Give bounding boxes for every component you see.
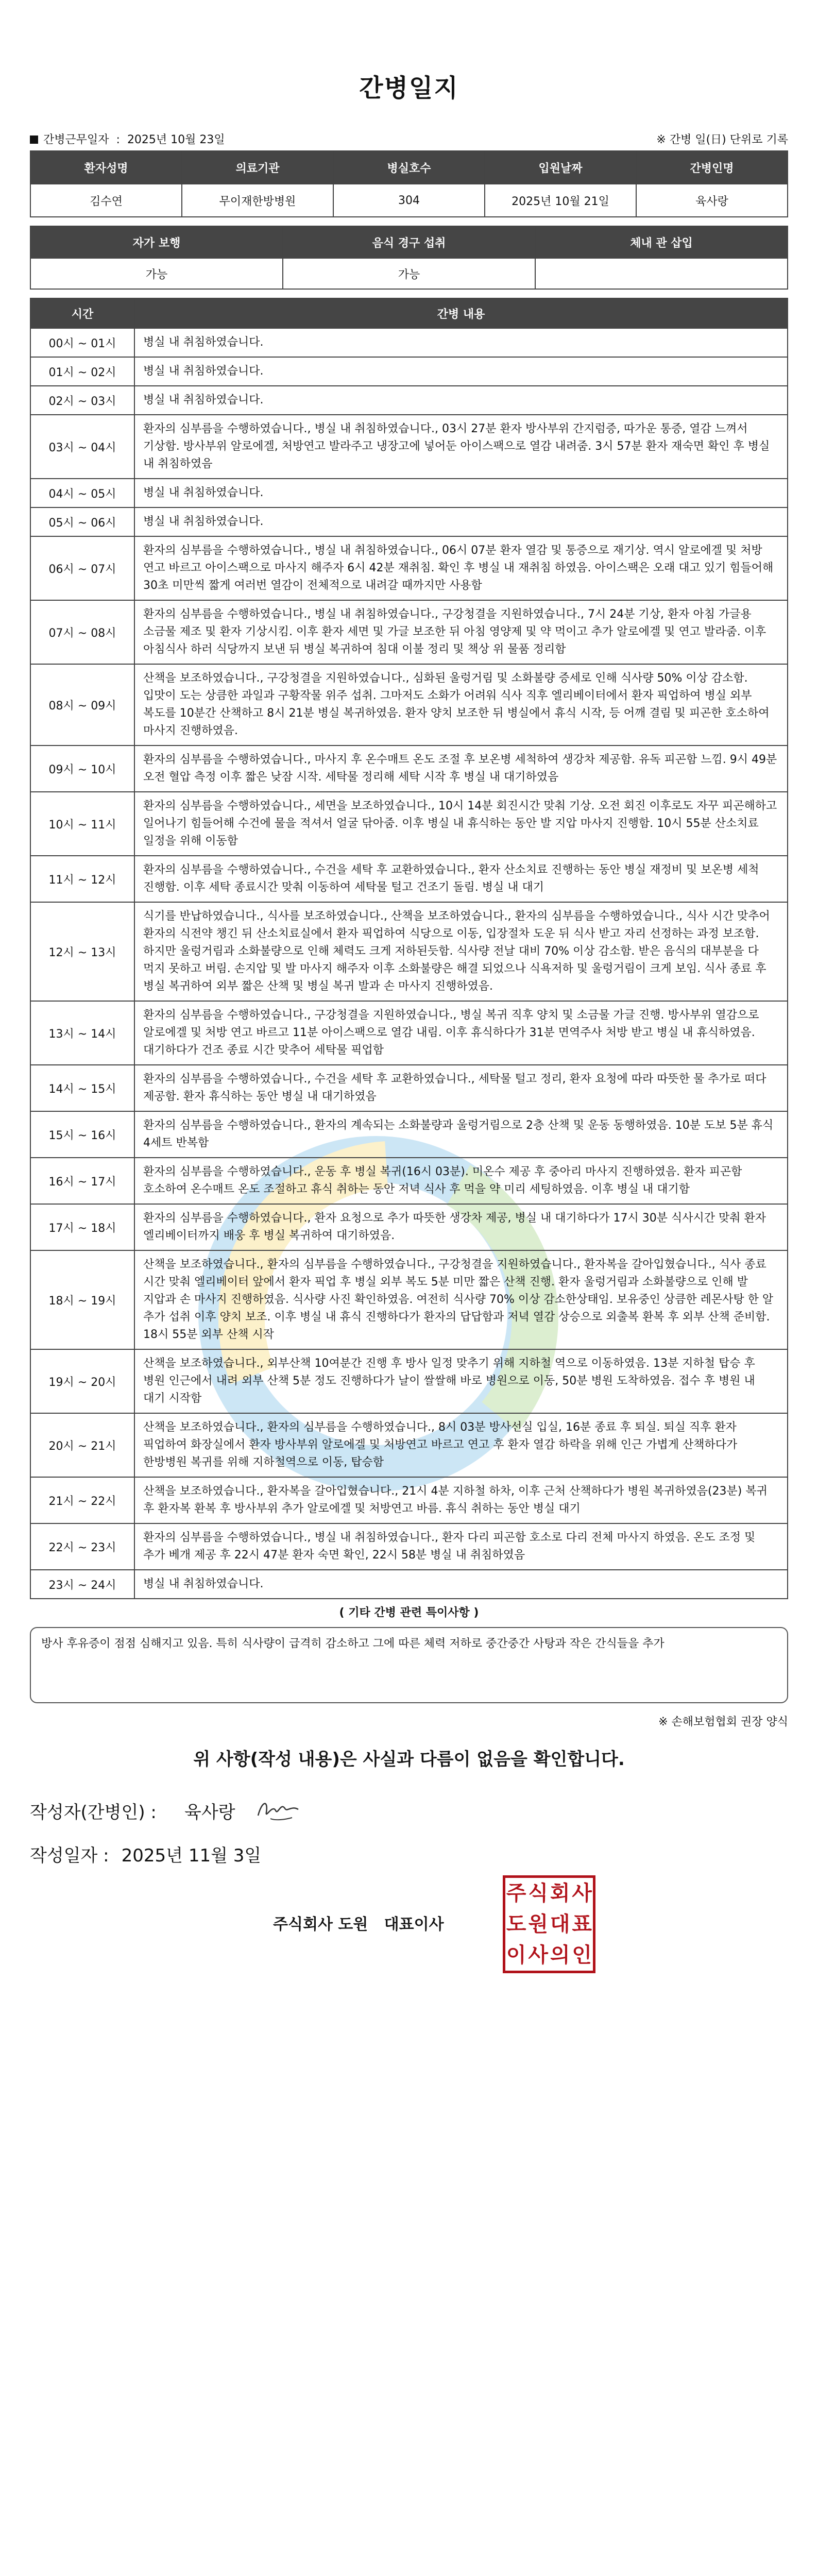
log-time: 17시 ~ 18시 — [30, 1204, 134, 1250]
log-content: 환자의 심부름을 수행하였습니다., 세면을 보조하였습니다., 10시 14분 회진시간 맞춰 기상. 오전 회진 이후로도 자꾸 피곤해하고 일어나기 힘들어해 수건에 물을 적셔서 얼굴 닦아줌. 이후 병실 내 휴식하는 동안 발 지압 마사지 진행함. 10시 55분 산소치료 일정을 위해 이동함 — [134, 792, 788, 856]
header-care-content: 간병 내용 — [134, 298, 788, 328]
log-row — [30, 1413, 788, 1477]
seal-char: 주 — [506, 1881, 526, 1905]
log-row — [30, 536, 788, 600]
log-row — [30, 386, 788, 415]
header-tube-insertion: 체내 관 삽입 — [535, 226, 788, 258]
log-time: 06시 ~ 07시 — [30, 536, 134, 600]
log-content: 환자의 심부름을 수행하였습니다., 운동 후 병실 복귀(16시 03분). 미온수 제공 후 중아리 마사지 진행하였음. 환자 피곤함 호소하여 온수매트 온도 조절하고 휴식 취하는 동안 저녁 식사 후 먹을 약 미리 세팅하였음. 이후 병실 내 대기함 — [134, 1158, 788, 1204]
log-content: 환자의 심부름을 수행하였습니다., 수건을 세탁 후 교환하였습니다., 세탁물 털고 정리, 환자 요청에 따라 따뜻한 물 추가로 떠다 제공함. 환자 휴식하는 동안 병실 내 대기하였음 — [134, 1065, 788, 1111]
log-row — [30, 1204, 788, 1250]
log-row — [30, 1001, 788, 1065]
company-block — [30, 1881, 788, 1989]
log-time: 18시 ~ 19시 — [30, 1250, 134, 1349]
log-row — [30, 792, 788, 856]
log-time: 15시 ~ 16시 — [30, 1111, 134, 1158]
log-row — [30, 1065, 788, 1111]
log-row — [30, 600, 788, 664]
company-name: 주식회사 도원 대표이사 — [273, 1916, 444, 1934]
log-row — [30, 1477, 788, 1523]
log-content: 산책을 보조하였습니다., 환자의 심부름을 수행하였습니다., 8시 03분 방사선실 입실, 16분 종료 후 퇴실. 퇴실 직후 환자 픽업하여 화장실에서 환자 방사부위 알로에겔 및 처방연고 바르고 연고 후 환자 열감 하락을 위해 인근 가볍게 산책하다가 한방병원 복귀를 위해 지하철역으로 이동, 탑승함 — [134, 1413, 788, 1477]
tube-insertion-value — [535, 258, 788, 289]
log-row — [30, 856, 788, 902]
log-time: 07시 ~ 08시 — [30, 600, 134, 664]
form-source-note: ※ 손해보험협회 권장 양식 — [658, 1716, 788, 1728]
care-log-table — [30, 298, 788, 1599]
record-unit-note: ※ 간병 일(日) 단위로 기록 — [656, 133, 788, 146]
confirmation-statement: 위 사항(작성 내용)은 사실과 다름이 없음을 확인합니다. — [193, 1749, 625, 1770]
log-row — [30, 1570, 788, 1599]
written-date-line — [30, 1832, 788, 1875]
log-content: 산책을 보조하였습니다., 구강청결을 지원하였습니다., 심화된 울렁거림 및 소화불량 증세로 인해 식사량 50% 이상 감소함. 입맛이 도는 상큼한 과일과 구황작물 위주 섭취. 그마저도 소화가 어려워 식사 직후 엘리베이터에서 환자 픽업하여 병실 외부 복도를 10분간 산책하고 8시 21분 병실 복귀하였음. 환자 양치 보조한 뒤 병실에서 휴식 시작, 등 어깨 결림 및 피곤한 호소하여 마사지 진행하였음. — [134, 664, 788, 745]
work-date-value: 2025년 10월 23일 — [127, 133, 225, 146]
log-time: 16시 ~ 17시 — [30, 1158, 134, 1204]
log-content: 병실 내 취침하였습니다. — [134, 328, 788, 357]
log-content: 환자의 심부름을 수행하였습니다., 수건을 세탁 후 교환하였습니다., 환자 산소치료 진행하는 동안 병실 재정비 및 보온병 세척 진행함. 이후 세탁 종료시간 맞춰 이동하여 세탁물 털고 건조기 돌림. 병실 내 대기 — [134, 856, 788, 902]
log-row — [30, 902, 788, 1001]
work-date — [30, 131, 225, 147]
log-row — [30, 507, 788, 536]
work-date-separator: : — [116, 133, 120, 146]
log-time: 00시 ~ 01시 — [30, 328, 134, 357]
log-time: 20시 ~ 21시 — [30, 1413, 134, 1477]
notes-box: 방사 후유증이 점점 심해지고 있음. 특히 식사량이 급격히 감소하고 그에 따른 체력 저하로 중간중간 사탕과 작은 간식들을 추가 — [30, 1627, 788, 1703]
company-seal — [503, 1875, 595, 1973]
patient-info-table — [30, 150, 788, 217]
hospital-name: 무이재한방병원 — [182, 184, 333, 217]
log-content: 병실 내 취침하였습니다. — [134, 357, 788, 386]
header-caregiver: 간병인명 — [636, 151, 788, 184]
author-line — [30, 1789, 788, 1832]
log-content: 환자의 심부름을 수행하였습니다., 병실 내 취침하였습니다., 구강청결을 지원하였습니다., 7시 24분 기상, 환자 아침 가글용 소금물 제조 및 환자 기상시킴. 이후 환자 세면 및 가글 보조한 뒤 아침 영양제 및 약 먹이고 추가 알로에겔 및 연고 발라줌. 이후 아침식사 하러 식당까지 보낸 뒤 병실 복귀하여 침대 이불 정리 및 책상 위 물품 정리함 — [134, 600, 788, 664]
header-patient-name: 환자성명 — [30, 151, 182, 184]
care-log-body — [30, 328, 788, 1599]
seal-char: 표 — [572, 1912, 592, 1936]
ability-table — [30, 226, 788, 290]
oral-intake-value: 가능 — [283, 258, 535, 289]
header-admission-date: 입원날짜 — [485, 151, 636, 184]
log-time: 05시 ~ 06시 — [30, 507, 134, 536]
signature-mark — [255, 1795, 301, 1826]
author-label: 작성자(간병인) : — [30, 1802, 157, 1823]
log-time: 22시 ~ 23시 — [30, 1523, 134, 1570]
log-content: 환자의 심부름을 수행하였습니다., 병실 내 취침하였습니다., 환자 다리 피곤함 호소로 다리 전체 마사지 하였음. 온도 조정 및 추가 베개 제공 후 22시 47분 환자 숙면 확인, 22시 58분 병실 내 취침하였음 — [134, 1523, 788, 1570]
log-content: 산책을 보조하였습니다., 외부산책 10여분간 진행 후 방사 일정 맞추기 위해 지하철 역으로 이동하였음. 13분 지하철 탑승 후 병원 인근에서 내려 외부 산책 5분 정도 진행하다가 날이 쌀쌀해 바로 병원으로 이동, 50분 병원 도착하였음. 접수 후 병원 내 대기 시작함 — [134, 1349, 788, 1413]
log-content: 환자의 심부름을 수행하였습니다., 병실 내 취침하였습니다., 06시 07분 환자 열감 및 통증으로 재기상. 역시 알로에겔 및 처방 연고 바르고 아이스팩으로 마사지 해주자 6시 42분 재취침. 확인 후 병실 내 재취침 하였음. 아이스팩은 오래 대고 있기 힘들어해 30초 미만씩 짧게 여러번 열감이 전체적으로 내려갈 때까지만 사용함 — [134, 536, 788, 600]
log-row — [30, 1349, 788, 1413]
log-time: 14시 ~ 15시 — [30, 1065, 134, 1111]
seal-char: 회 — [550, 1881, 570, 1905]
log-time: 08시 ~ 09시 — [30, 664, 134, 745]
log-content: 산책을 보조하였습니다., 환자의 심부름을 수행하였습니다., 구강청결을 지원하였습니다., 환자복을 갈아입혔습니다., 식사 종료 시간 맞춰 엘리베이터 앞에서 환자 픽업 후 병실 외부 복도 5분 미만 짧은 산책 진행. 환자 울렁거림과 소화불량으로 인해 발 지압과 손 마사지 진행하였음. 식사량 사진 확인하였음. 여전히 식사량 70% 이상 감소한상태임. 보유중인 상큼한 레몬사탕 한 알 추가 섭취 이후 양치 보조. 이후 병실 내 휴식 진행하다가 환자의 답답함과 저녁 열감 상승으로 외출복 환복 후 외부 산책 준비함. 18시 55분 외부 산책 시작 — [134, 1250, 788, 1349]
seal-char: 이 — [506, 1943, 526, 1967]
square-bullet-icon — [30, 135, 38, 144]
log-time: 23시 ~ 24시 — [30, 1570, 134, 1599]
written-date-value: 2025년 11월 3일 — [121, 1845, 262, 1866]
log-time: 19시 ~ 20시 — [30, 1349, 134, 1413]
log-content: 환자의 심부름을 수행하였습니다., 환자 요청으로 추가 따뜻한 생강차 제공, 병실 내 대기하다가 17시 30분 식사시간 맞춰 환자 엘리베이터까지 배웅 후 병실 복귀하여 대기하였음. — [134, 1204, 788, 1250]
written-date-label: 작성일자 : — [30, 1845, 109, 1866]
log-content: 병실 내 취침하였습니다. — [134, 479, 788, 507]
admission-date: 2025년 10월 21일 — [485, 184, 636, 217]
seal-char: 대 — [550, 1912, 570, 1936]
header-time: 시간 — [30, 298, 134, 328]
seal-char: 사 — [572, 1881, 592, 1905]
log-row — [30, 415, 788, 479]
seal-char: 원 — [528, 1912, 549, 1936]
log-time: 21시 ~ 22시 — [30, 1477, 134, 1523]
log-time: 12시 ~ 13시 — [30, 902, 134, 1001]
log-row — [30, 1250, 788, 1349]
log-content: 병실 내 취침하였습니다. — [134, 386, 788, 415]
work-date-label: 간병근무일자 — [43, 133, 109, 146]
log-time: 01시 ~ 02시 — [30, 357, 134, 386]
log-content: 산책을 보조하였습니다., 환자복을 갈아입혔습니다., 21시 4분 지하철 하차, 이후 근처 산책하다가 병원 복귀하였음(23분) 복귀 후 환자복 환복 후 방사부위 추가 알로에겔 및 처방연고 바름. 휴식 취하는 동안 병실 대기 — [134, 1477, 788, 1523]
log-row — [30, 1158, 788, 1204]
patient-name: 김수연 — [30, 184, 182, 217]
notes-title: ( 기타 간병 관련 특이사항 ) — [339, 1606, 479, 1619]
seal-char: 도 — [506, 1912, 526, 1936]
seal-char: 인 — [572, 1943, 592, 1967]
log-time: 13시 ~ 14시 — [30, 1001, 134, 1065]
log-row — [30, 1111, 788, 1158]
meta-row — [30, 127, 788, 150]
log-content: 환자의 심부름을 수행하였습니다., 구강청결을 지원하였습니다., 병실 복귀 직후 양치 및 소금물 가글 진행. 방사부위 열감으로 알로에겔 및 처방 연고 바르고 11분 아이스팩으로 열감 내림. 이후 휴식하다가 31분 면역주사 처방 받고 병실 내 휴식하였음. 대기하다가 건조 종료 시간 맞추어 세탁물 픽업함 — [134, 1001, 788, 1065]
log-time: 03시 ~ 04시 — [30, 415, 134, 479]
page-title: 간병일지 — [359, 74, 459, 103]
log-row — [30, 357, 788, 386]
header-hospital: 의료기관 — [182, 151, 333, 184]
header-room: 병실호수 — [333, 151, 485, 184]
header-self-walking: 자가 보행 — [30, 226, 283, 258]
log-content: 환자의 심부름을 수행하였습니다., 환자의 계속되는 소화불량과 울렁거림으로 2층 산책 및 운동 동행하였음. 10분 도보 5분 휴식 4세트 반복함 — [134, 1111, 788, 1158]
seal-char: 식 — [528, 1881, 549, 1905]
log-row — [30, 479, 788, 507]
room-number: 304 — [333, 184, 485, 217]
log-content: 환자의 심부름을 수행하였습니다., 병실 내 취침하였습니다., 03시 27분 환자 방사부위 간지럼증, 따가운 통증, 열감 느껴서 기상함. 방사부위 알로에겔, 처방연고 발라주고 냉장고에 넣어둔 아이스팩으로 열감 내려줌. 3시 57분 환자 재숙면 확인 후 병실 내 취침하였음 — [134, 415, 788, 479]
log-content: 식기를 반납하였습니다., 식사를 보조하였습니다., 산책을 보조하였습니다., 환자의 심부름을 수행하였습니다., 식사 시간 맞추어 환자의 식전약 챙긴 뒤 산소치료실에서 환자 픽업하여 식당으로 이동, 입장절차 도운 뒤 식사 받고 자리 선정하는 과정 보조함. 하지만 울렁거림과 소화불량으로 인해 체력도 크게 저하된듯함. 식사량 전날 대비 70% 이상 감소함. 받은 음식의 대부분을 다 먹지 못하고 버림. 손지압 및 발 마사지 해주자 이후 소화불량은 해결 되었으나 식욕저하 및 울렁거림이 크게 보임. 식사 종료 후 병실 복귀하여 외부 짧은 산책 및 병실 복귀 발과 손 마사지 진행하였음. — [134, 902, 788, 1001]
seal-char: 의 — [550, 1943, 570, 1967]
log-time: 02시 ~ 03시 — [30, 386, 134, 415]
log-time: 11시 ~ 12시 — [30, 856, 134, 902]
log-time: 04시 ~ 05시 — [30, 479, 134, 507]
log-row — [30, 745, 788, 792]
log-content: 병실 내 취침하였습니다. — [134, 507, 788, 536]
self-walking-value: 가능 — [30, 258, 283, 289]
log-time: 10시 ~ 11시 — [30, 792, 134, 856]
seal-char: 사 — [528, 1943, 549, 1967]
author-name: 육사랑 — [184, 1802, 235, 1823]
log-row — [30, 1523, 788, 1570]
log-content: 병실 내 취침하였습니다. — [134, 1570, 788, 1599]
log-content: 환자의 심부름을 수행하였습니다., 마사지 후 온수매트 온도 조절 후 보온병 세척하여 생강차 제공함. 유독 피곤함 느낌. 9시 49분 오전 혈압 측정 이후 짧은 낮잠 시작. 세탁물 정리해 세탁 시작 후 병실 내 대기하였음 — [134, 745, 788, 792]
company-role: 대표이사 — [384, 1916, 444, 1934]
header-oral-intake: 음식 경구 섭취 — [283, 226, 535, 258]
log-time: 09시 ~ 10시 — [30, 745, 134, 792]
log-row — [30, 664, 788, 745]
log-row — [30, 328, 788, 357]
caregiver-name: 육사랑 — [636, 184, 788, 217]
